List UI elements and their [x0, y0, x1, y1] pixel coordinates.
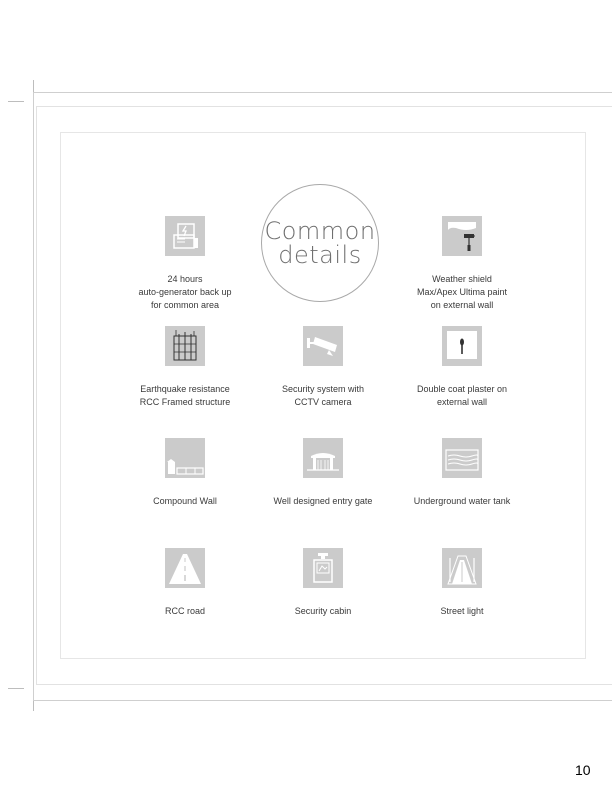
feature-label: Earthquake resistance RCC Framed structure	[139, 384, 231, 407]
generator-icon	[165, 216, 205, 256]
road-icon	[165, 548, 205, 588]
feature-label: Street light	[440, 606, 484, 616]
feature-item-plaster	[387, 326, 537, 409]
feature-label: Security system with CCTV camera	[281, 384, 365, 407]
feature-item-cctv	[248, 326, 398, 409]
feature-label: Underground water tank	[413, 496, 511, 506]
crop-mark	[8, 688, 24, 689]
feature-item-street-light	[387, 548, 537, 618]
plaster-brush-icon	[442, 326, 482, 366]
feature-item-security-cabin	[248, 548, 398, 618]
street-light-icon	[442, 548, 482, 588]
feature-item-compound-wall	[110, 438, 260, 508]
compound-wall-icon	[165, 438, 205, 478]
feature-label: RCC road	[164, 606, 205, 616]
section-title-line2: details	[278, 241, 362, 269]
feature-item-water-tank	[387, 438, 537, 508]
entry-gate-icon	[303, 438, 343, 478]
water-tank-icon	[442, 438, 482, 478]
framed-structure-icon	[165, 326, 205, 366]
security-cabin-icon	[303, 548, 343, 588]
feature-item-weather-paint	[387, 216, 537, 312]
feature-item-rcc-structure	[110, 326, 260, 409]
section-title-badge	[261, 184, 379, 302]
cctv-camera-icon	[303, 326, 343, 366]
feature-label: Well designed entry gate	[273, 496, 373, 506]
feature-item-generator	[110, 216, 260, 312]
feature-label: Weather shield Max/Apex Ultima paint on external wall	[416, 274, 508, 310]
crop-mark	[8, 101, 24, 102]
page-number: 10	[575, 762, 591, 778]
feature-label: Double coat plaster on external wall	[416, 384, 508, 407]
section-title-line1: Common	[264, 217, 376, 245]
feature-label: 24 hours auto-generator back up for common area	[138, 274, 232, 310]
feature-label: Security cabin	[294, 606, 352, 616]
feature-label: Compound Wall	[153, 496, 217, 506]
feature-item-rcc-road	[110, 548, 260, 618]
paint-roller-icon	[442, 216, 482, 256]
feature-item-entry-gate	[248, 438, 398, 508]
